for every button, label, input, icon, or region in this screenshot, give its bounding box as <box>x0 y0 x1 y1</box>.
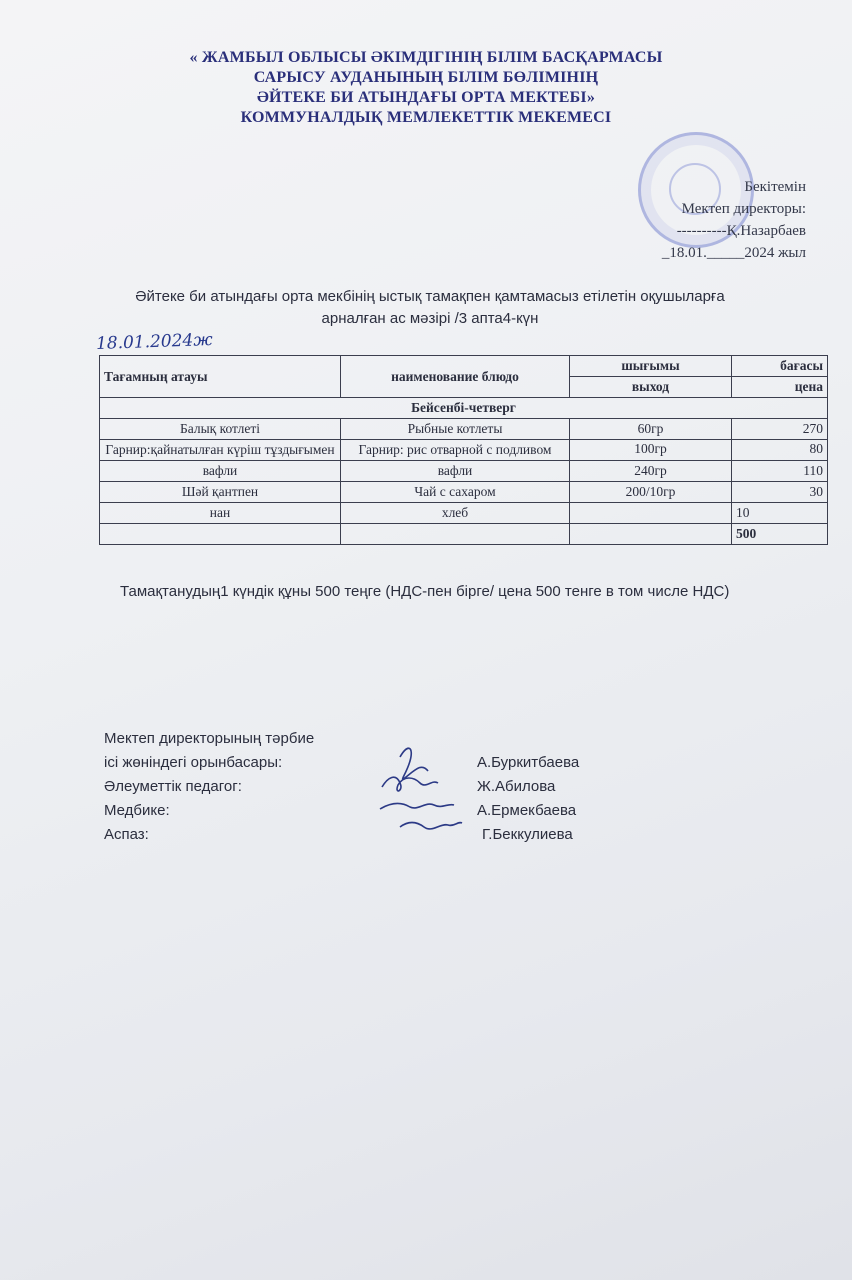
nurse-role: Медбике: <box>104 802 170 819</box>
deputy-name: А.Буркитбаева <box>477 754 580 771</box>
approval-line-4: _18.01._____2024 жыл <box>661 245 806 261</box>
table-row <box>100 440 828 461</box>
approval-line-3: ----------Қ.Назарбаев <box>676 223 806 239</box>
signature-1-graphic <box>400 748 428 779</box>
social-pedagogue-role: Әлеуметтік педагог: <box>104 778 242 795</box>
table-row <box>100 419 828 440</box>
dish-yield: 240гр <box>570 461 732 482</box>
header-yield-kz: шығымы <box>570 356 732 377</box>
header-line-3: ӘЙТЕКЕ БИ АТЫНДАҒЫ ОРТА МЕКТЕБІ» <box>256 89 596 106</box>
total-row <box>100 524 828 545</box>
header-name-ru: наименование блюдо <box>341 356 570 398</box>
approval-line-2: Мектеп директоры: <box>681 201 806 217</box>
signature-4-graphic <box>400 823 462 829</box>
dish-name-ru: хлеб <box>341 503 570 524</box>
signature-3-graphic <box>380 803 454 809</box>
dish-yield <box>570 503 732 524</box>
header-yield-ru: выход <box>570 377 732 398</box>
menu-title-line-1: Әйтеке би атындағы орта мекбінің ыстық тамақпен қамтамасыз етілетін оқушыларға <box>135 288 725 305</box>
day-row: Бейсенбі-четверг <box>100 398 828 419</box>
total-price: 500 <box>732 524 828 545</box>
menu-table <box>99 355 828 545</box>
dish-price: 110 <box>732 461 828 482</box>
signature-2-graphic <box>382 777 438 791</box>
handwritten-signatures-graphic <box>370 735 480 845</box>
dish-name-kz: нан <box>100 503 341 524</box>
dish-yield: 60гр <box>570 419 732 440</box>
dish-price: 80 <box>732 440 828 461</box>
daily-price-note: Тамақтанудың1 күндік құны 500 теңге (НДС-пен бірге/ цена 500 тенге в том числе НДС) <box>120 583 730 600</box>
dish-name-kz: Гарнир:қайнатылған күріш тұздығымен <box>100 440 341 461</box>
institution-header <box>0 48 852 128</box>
dish-price: 270 <box>732 419 828 440</box>
approval-line-1: Бекітемін <box>744 179 806 195</box>
table-row <box>100 482 828 503</box>
deputy-role-line-2: ісі жөніндегі орынбасары: <box>104 754 283 771</box>
deputy-role-line-1: Мектеп директорының тәрбие <box>104 730 315 747</box>
nurse-name: А.Ермекбаева <box>477 802 577 819</box>
header-line-4: КОММУНАЛДЫҚ МЕМЛЕКЕТТІК МЕКЕМЕСІ <box>240 109 612 126</box>
dish-price: 30 <box>732 482 828 503</box>
handwritten-date: 18.01.2024ж <box>95 329 213 355</box>
dish-name-kz: Балық котлеті <box>100 419 341 440</box>
menu-title-line-2: арналған ас мәзірі /3 апта4-күн <box>321 310 539 327</box>
dish-yield: 200/10гр <box>570 482 732 503</box>
dish-name-ru: Гарнир: рис отварной с подливом <box>341 440 570 461</box>
dish-name-kz: вафли <box>100 461 341 482</box>
header-line-1: « ЖАМБЫЛ ОБЛЫСЫ ӘКІМДІГІНІҢ БІЛІМ БАСҚАРМАСЫ <box>189 49 663 66</box>
header-name-kz: Тағамның атауы <box>100 356 341 398</box>
header-price-ru: цена <box>732 377 828 398</box>
social-pedagogue-name: Ж.Абилова <box>477 778 556 795</box>
table-row <box>100 503 828 524</box>
header-line-2: САРЫСУ АУДАНЫНЫҢ БІЛІМ БӨЛІМІНІҢ <box>253 69 599 86</box>
approval-block <box>662 176 806 264</box>
header-price-kz: бағасы <box>732 356 828 377</box>
cook-name: Г.Беккулиева <box>482 826 573 843</box>
dish-yield: 100гр <box>570 440 732 461</box>
dish-name-kz: Шәй қантпен <box>100 482 341 503</box>
dish-name-ru: Чай с сахаром <box>341 482 570 503</box>
dish-name-ru: вафли <box>341 461 570 482</box>
dish-price: 10 <box>732 503 828 524</box>
dish-name-ru: Рыбные котлеты <box>341 419 570 440</box>
menu-title <box>60 286 800 330</box>
cook-role: Аспаз: <box>104 826 149 843</box>
table-row <box>100 461 828 482</box>
